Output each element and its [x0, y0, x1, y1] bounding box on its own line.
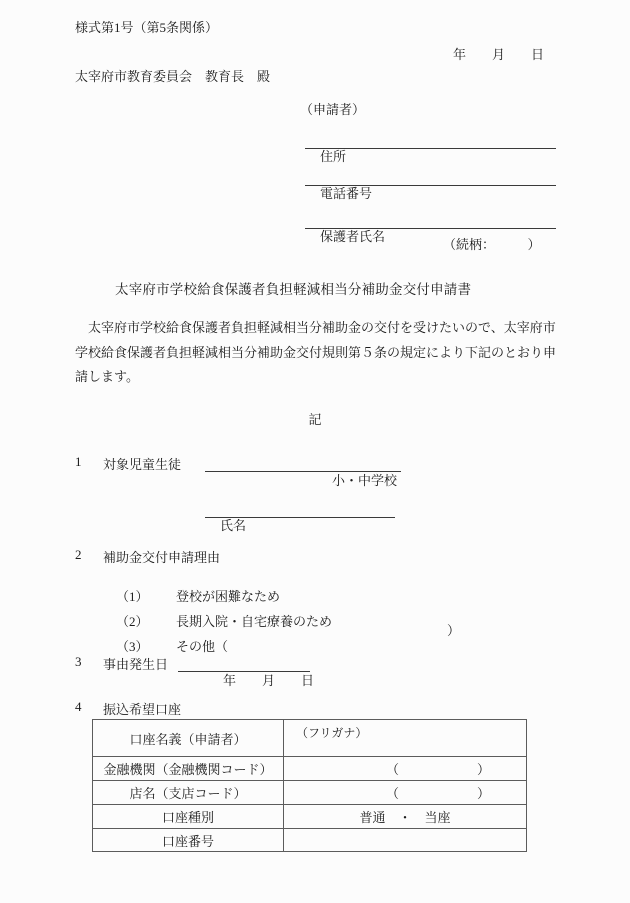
item4-number: 4	[75, 699, 82, 714]
reason-option-3-text: その他（	[176, 639, 229, 654]
account-type-options: 普通 ・ 当座	[359, 810, 451, 825]
address-field	[305, 130, 556, 164]
item1-number: 1	[75, 454, 82, 469]
branch-code-parens: （ ）	[385, 786, 490, 801]
record-marker: 記	[308, 412, 322, 427]
table-row-account-number	[93, 829, 527, 852]
reason-option-1-text: 登校が困難なため	[176, 589, 281, 604]
reason-option-3-number: （3）	[116, 639, 149, 654]
item2-number: 2	[75, 547, 82, 562]
reason-option-2-text: 長期入院・自宅療養のため	[176, 614, 333, 629]
table-row-bank	[93, 757, 527, 781]
guardian-name-field	[305, 210, 556, 244]
form-number: 様式第1号（第5条関係）	[75, 20, 219, 35]
address-label: 住所	[320, 149, 347, 164]
table-row-branch	[93, 781, 527, 805]
document-title: 太宰府市学校給食保護者負担軽減相当分補助金交付申請書	[115, 282, 472, 297]
occurrence-date-field	[178, 654, 315, 688]
addressee: 太宰府市教育委員会 教育長 殿	[75, 69, 271, 84]
account-type-label: 口座種別	[93, 805, 284, 829]
item3-label: 事由発生日	[103, 657, 169, 672]
bank-code-parens: （ ）	[385, 762, 490, 777]
student-name-label: 氏名	[220, 518, 247, 533]
branch-label: 店名（支店コード）	[93, 781, 284, 805]
relation-caption: （続柄： ）	[443, 237, 541, 252]
item1-label: 対象児童生徒	[103, 457, 182, 472]
account-number-label: 口座番号	[93, 829, 284, 852]
occurrence-date-blank: 年 月 日	[223, 673, 315, 688]
body-paragraph: 太宰府市学校給食保護者負担軽減相当分補助金の交付を受けたいので、太宰府市学校給食保護者負担軽減相当分補助金交付規則第５条の規定により下記のとおり申請します。	[75, 320, 557, 384]
school-blank-field	[205, 454, 401, 488]
date-blank-line: 年 月 日	[453, 47, 545, 62]
item3-number: 3	[75, 654, 82, 669]
student-name-field	[205, 499, 395, 533]
reason-option-1-number: （1）	[116, 589, 149, 604]
bank-label: 金融機関（金融機関コード）	[93, 757, 284, 781]
reason-option-2-number: （2）	[116, 614, 149, 629]
table-row-account-type	[93, 805, 527, 829]
bank-account-table	[92, 719, 527, 852]
table-row-account-holder	[93, 720, 527, 757]
phone-label: 電話番号	[320, 186, 373, 201]
furigana-caption: （フリガナ）	[296, 726, 368, 740]
account-holder-label: 口座名義（申請者）	[93, 720, 284, 757]
phone-field	[305, 167, 556, 201]
guardian-label: 保護者氏名	[320, 229, 386, 244]
applicant-caption: （申請者）	[300, 102, 366, 117]
reason-option-3-close-paren: ）	[447, 623, 461, 638]
item2-label: 補助金交付申請理由	[103, 550, 221, 565]
school-suffix-label: 小・中学校	[331, 473, 397, 488]
item4-label: 振込希望口座	[103, 702, 182, 717]
